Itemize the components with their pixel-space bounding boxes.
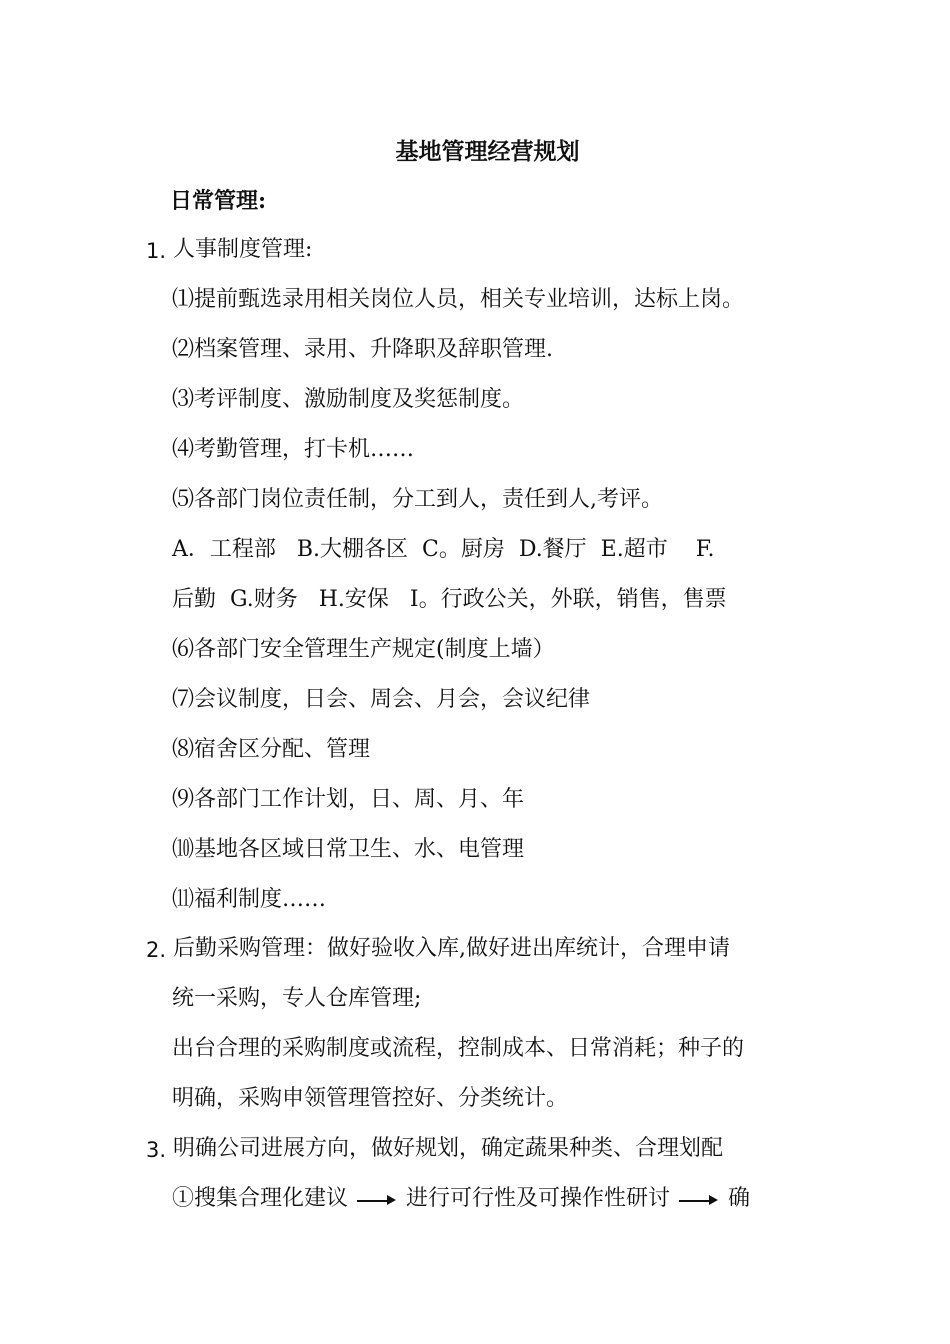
item-2-line: 后勤采购管理：做好验收入库,做好进出库统计，合理申请 <box>173 936 730 961</box>
item-1-line: ⑷考勤管理，打卡机…… <box>172 437 415 462</box>
department-list-line: A．工程部 B.大棚各区 C。厨房 D.餐厅 E.超市 F. <box>172 537 715 562</box>
item-3-number: 3. <box>146 1138 167 1162</box>
item-2-line: 出台合理的采购制度或流程，控制成本、日常消耗；种子的 <box>172 1036 745 1061</box>
item-2-number: 2. <box>146 938 167 962</box>
item-1-line: ⑽基地各区域日常卫生、水、电管理 <box>172 837 525 862</box>
item-1-line: ⑵档案管理、录用、升降职及辞职管理. <box>172 337 553 362</box>
flow-step-1: ①搜集合理化建议 <box>172 1186 349 1211</box>
item-1-line: ⑻宿舍区分配、管理 <box>172 737 371 762</box>
section-heading: 日常管理: <box>170 188 267 214</box>
right-arrow-icon <box>355 1184 399 1214</box>
item-1-line: ⑸各部门岗位责任制，分工到人，责任到人,考评。 <box>172 487 663 512</box>
flow-step-2: 进行可行性及可操作性研讨 <box>406 1186 671 1211</box>
flow-step-3: 确 <box>728 1186 751 1211</box>
process-flow-line <box>172 1184 750 1214</box>
item-1-heading: 人事制度管理: <box>173 237 313 262</box>
item-1-line: ⑶考评制度、激励制度及奖惩制度。 <box>172 387 525 412</box>
right-arrow-icon <box>677 1184 721 1214</box>
item-1-number: 1. <box>146 239 167 263</box>
item-2-line: 统一采购，专人仓库管理; <box>172 986 422 1011</box>
item-2-line: 明确，采购申领管理管控好、分类统计。 <box>172 1086 569 1111</box>
department-list-line: 后勤 G.财务 H.安保 I。行政公关，外联，销售，售票 <box>172 587 727 612</box>
item-1-line: ⑴提前甄选录用相关岗位人员，相关专业培训，达标上岗。 <box>172 287 745 312</box>
item-1-line: ⑼各部门工作计划，日、周、月、年 <box>172 787 525 812</box>
item-1-line: ⑾福利制度…… <box>172 887 327 912</box>
item-1-line: ⑺会议制度，日会、周会、月会，会议纪律 <box>172 687 591 712</box>
item-3-line: 明确公司进展方向，做好规划，确定蔬果种类、合理划配 <box>173 1136 724 1161</box>
document-title: 基地管理经营规划 <box>395 138 580 165</box>
item-1-line: ⑹各部门安全管理生产规定(制度上墙） <box>172 637 555 662</box>
